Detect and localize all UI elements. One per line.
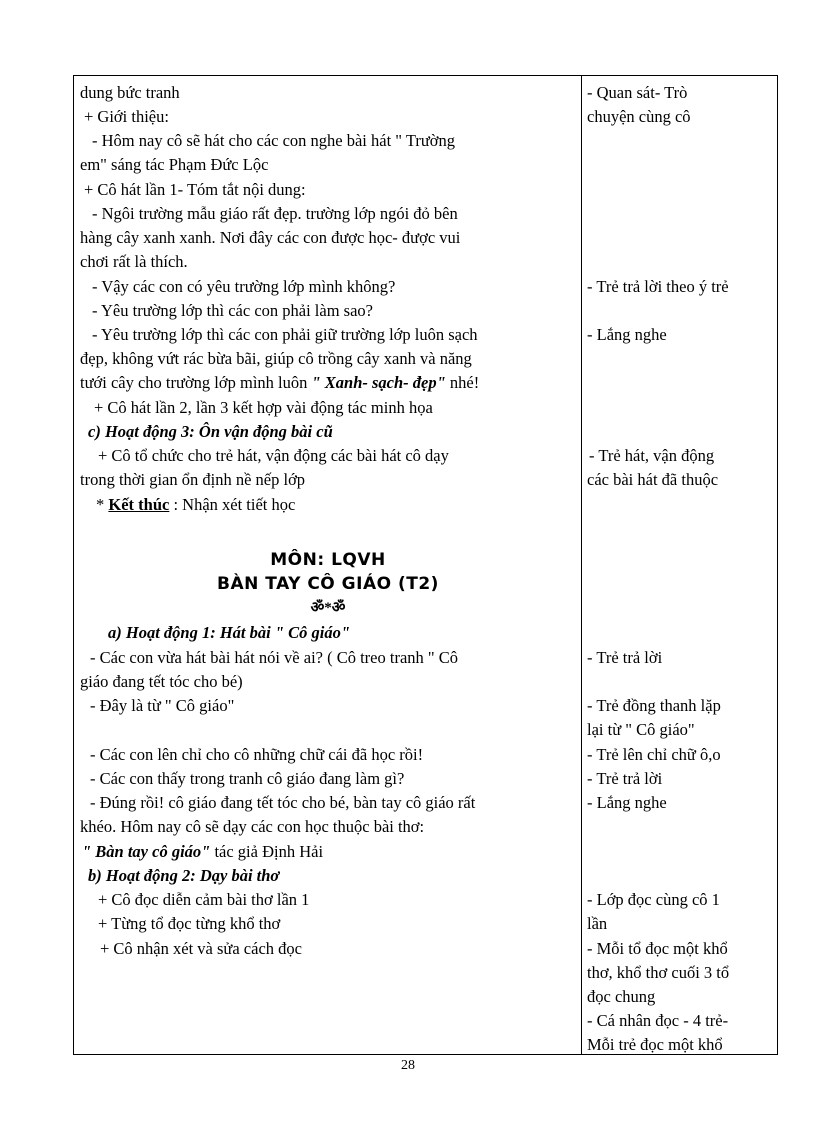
- text-line: thơ, khổ thơ cuối 3 tổ: [587, 963, 730, 982]
- section-heading: b) Hoạt động 2: Dạy bài thơ: [88, 866, 280, 885]
- text-line: + Cô đọc diễn cảm bài thơ lần 1: [98, 890, 310, 909]
- text-run: *: [96, 495, 109, 514]
- text-line: dung bức tranh: [80, 83, 180, 102]
- text-line: lần: [587, 914, 608, 933]
- text-line: trong thời gian ổn định nề nếp lớp: [80, 470, 306, 489]
- text-line: Mỗi trẻ đọc một khổ: [587, 1035, 723, 1054]
- text-line: đẹp, không vứt rác bừa bãi, giúp cô trồng cây xanh và năng: [80, 349, 472, 368]
- text-line: hàng cây xanh xanh. Nơi đây các con được học- được vui: [80, 228, 461, 247]
- text-line: đọc chung: [587, 987, 656, 1006]
- text-line: [82, 840, 323, 864]
- text-line: + Cô nhận xét và sửa cách đọc: [100, 939, 302, 958]
- lesson-table: [73, 75, 778, 1055]
- text-line: - Vậy các con có yêu trường lớp mình không?: [92, 277, 396, 296]
- text-line: - Trẻ lên chỉ chữ ô,o: [587, 745, 721, 764]
- text-line: - Đây là từ " Cô giáo": [90, 696, 235, 715]
- emphasis-text: " Xanh- sạch- đẹp": [311, 373, 446, 392]
- text-line: em" sáng tác Phạm Đức Lộc: [80, 155, 269, 174]
- text-line: - Trẻ trả lời theo ý trẻ: [587, 277, 729, 296]
- lesson-title: BÀN TAY CÔ GIÁO (T2): [217, 574, 439, 594]
- text-line: lại từ " Cô giáo": [587, 720, 695, 739]
- text-line: chơi rất là thích.: [80, 252, 188, 271]
- text-line: - Mỗi tổ đọc một khổ: [587, 939, 728, 958]
- text-line: - Trẻ hát, vận động: [589, 446, 715, 465]
- text-run: tưới cây cho trường lớp mình luôn: [80, 373, 312, 392]
- text-line: + Giới thiệu:: [84, 107, 169, 126]
- text-line: - Lớp đọc cùng cô 1: [587, 890, 720, 909]
- text-line: [96, 493, 295, 517]
- text-line: khéo. Hôm nay cô sẽ dạy các con học thuộc bài thơ:: [80, 817, 425, 836]
- text-line: - Lắng nghe: [587, 793, 667, 812]
- text-line: - Hôm nay cô sẽ hát cho các con nghe bài hát " Trường: [92, 131, 456, 150]
- section-heading: a) Hoạt động 1: Hát bài " Cô giáo": [108, 623, 350, 642]
- text-line: - Yêu trường lớp thì các con phải giữ trường lớp luôn sạch: [92, 325, 478, 344]
- text-line: - Các con thấy trong tranh cô giáo đang làm gì?: [90, 769, 405, 788]
- underlined-label: Kết thúc: [108, 495, 170, 514]
- text-line: + Từng tổ đọc từng khổ thơ: [98, 914, 281, 933]
- text-run: nhé!: [445, 373, 480, 392]
- subject-heading: MÔN: LQVH: [270, 550, 386, 570]
- text-line: - Các con vừa hát bài hát nói về ai? ( Cô treo tranh " Cô: [90, 648, 459, 667]
- text-line: - Trẻ đồng thanh lặp: [587, 696, 721, 715]
- section-heading: c) Hoạt động 3: Ôn vận động bài cũ: [88, 422, 333, 441]
- text-line: - Trẻ trả lời: [587, 769, 663, 788]
- text-line: + Cô hát lần 2, lần 3 kết hợp vài động tác minh họa: [94, 398, 433, 417]
- text-line: - Yêu trường lớp thì các con phải làm sao?: [92, 301, 373, 320]
- text-line: + Cô tổ chức cho trẻ hát, vận động các bài hát cô dạy: [98, 446, 449, 465]
- text-line: - Lắng nghe: [587, 325, 667, 344]
- text-line: các bài hát đã thuộc: [587, 470, 719, 489]
- emphasis-text: " Bàn tay cô giáo": [82, 842, 211, 861]
- text-line: - Cá nhân đọc - 4 trẻ-: [587, 1011, 729, 1030]
- text-line: - Ngôi trường mẫu giáo rất đẹp. trường lớp ngói đỏ bên: [92, 204, 458, 223]
- text-line: giáo đang tết tóc cho bé): [80, 672, 243, 691]
- text-line: - Trẻ trả lời: [587, 648, 663, 667]
- page-number: 28: [401, 1058, 415, 1073]
- text-line: - Quan sát- Trò: [587, 83, 688, 102]
- text-line: - Đúng rồi! cô giáo đang tết tóc cho bé, bàn tay cô giáo rất: [90, 793, 476, 812]
- text-run: : Nhận xét tiết học: [169, 495, 296, 514]
- ornament-divider: ॐ*ॐ: [310, 600, 346, 616]
- text-line: + Cô hát lần 1- Tóm tắt nội dung:: [84, 180, 306, 199]
- text-line: chuyện cùng cô: [587, 107, 691, 126]
- text-line: [80, 371, 479, 395]
- column-divider: [581, 76, 582, 1054]
- text-run: tác giả Định Hải: [210, 842, 324, 861]
- text-line: - Các con lên chỉ cho cô những chữ cái đã học rồi!: [90, 745, 424, 764]
